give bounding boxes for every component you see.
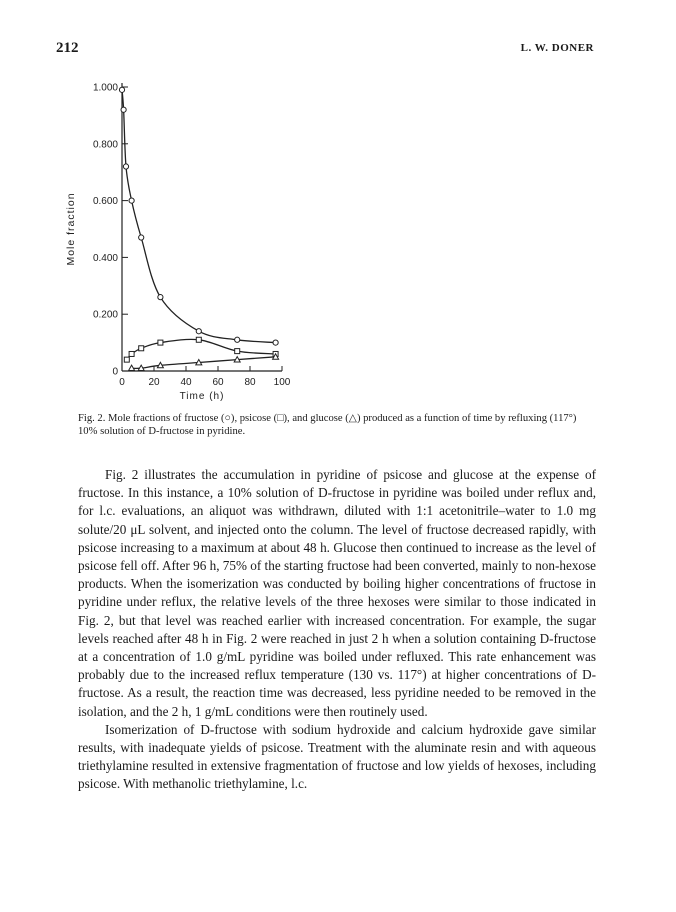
- fructose-point: [235, 337, 240, 342]
- x-tick-label: 20: [148, 377, 160, 388]
- fructose-curve: [122, 90, 276, 343]
- fructose-point: [129, 198, 134, 203]
- psicose-point: [124, 357, 129, 362]
- figure-caption: Fig. 2. Mole fractions of fructose (○), psicose (□), and glucose (△) produced as a function of time by refluxing (117°) 10% solution of D-fructose in pyridine.: [78, 413, 577, 437]
- y-tick-label: 1.000: [92, 82, 118, 94]
- running-head: [56, 40, 594, 60]
- fructose-point: [196, 329, 201, 334]
- x-axis-title: Time (h): [179, 391, 225, 402]
- y-tick-label: 0.600: [92, 196, 118, 208]
- psicose-point: [129, 351, 134, 356]
- paragraph-1: Fig. 2 illustrates the accumulation in pyridine of psicose and glucose at the expense of fructose. In this instance, a 10% solution of D-fructose in pyridine was boiled under reflux and, for l.c. evaluations, an aliquot was withdrawn, diluted with 1:1 acetonitrile–water to 1.0 mg solute/20 μL solvent, and injected onto the column. The level of fructose decreased rapidly, with psicose increasing to a maximum at about 48 h. Glucose then continued to increase as the level of psicose fell off. After 96 h, 75% of the starting fructose had been converted, mainly to non-hexose products. When the isomerization was conducted by boiling higher concentrations of fructose in pyridine under reflux, the relative levels of the three hexoses were similar to those indicated in Fig. 2, but that level was reached earlier with increased concentration. For example, the sugar levels reached after 48 h in Fig. 2 were reached in just 2 h when a solution containing D-fructose at a concentration of 1.0 g/mL pyridine was boiled under refluxed. This rate enhancement was probably due to the increased reflux temperature (130 vs. 117°) at higher concentrations of D-fructose. As a result, the reaction time was decreased, less pyridine needed to be removed in the isolation, and the 2 h, 1 g/mL conditions were then routinely used.: [78, 467, 596, 719]
- x-tick-label: 40: [180, 377, 192, 388]
- glucose-curve: [132, 357, 276, 369]
- y-tick-label: 0.400: [92, 252, 118, 264]
- fructose-point: [121, 107, 126, 112]
- fructose-point: [158, 295, 163, 300]
- psicose-point: [139, 346, 144, 351]
- x-tick-label: 60: [212, 377, 224, 388]
- author-running-head: L. W. DONER: [520, 42, 594, 54]
- x-tick-label: 100: [273, 377, 291, 388]
- fructose-point: [123, 164, 128, 169]
- x-tick-label: 0: [119, 377, 125, 388]
- fructose-point: [119, 87, 124, 92]
- fructose-point: [273, 340, 278, 345]
- y-tick-label: 0: [112, 366, 118, 378]
- page-number: 212: [56, 40, 79, 56]
- y-axis-title: Mole fraction: [65, 192, 77, 266]
- psicose-point: [158, 340, 163, 345]
- figure-2: [56, 72, 356, 408]
- psicose-point: [235, 349, 240, 354]
- fructose-point: [139, 235, 144, 240]
- paragraph-2: Isomerization of D-fructose with sodium hydroxide and calcium hydroxide gave similar results, with inadequate yields of psicose. Treatment with the aluminate resin and with aqueous triethylamine resulted in extensive fragmentation of fructose and low yields of hexoses, including psicose. With methanolic triethylamine, l.c.: [78, 721, 596, 792]
- mole-fraction-chart: [56, 72, 356, 408]
- psicose-point: [196, 337, 201, 342]
- body-text: [78, 466, 596, 794]
- y-tick-label: 0.200: [92, 309, 118, 321]
- x-tick-label: 80: [244, 377, 256, 388]
- y-tick-label: 0.800: [92, 139, 118, 151]
